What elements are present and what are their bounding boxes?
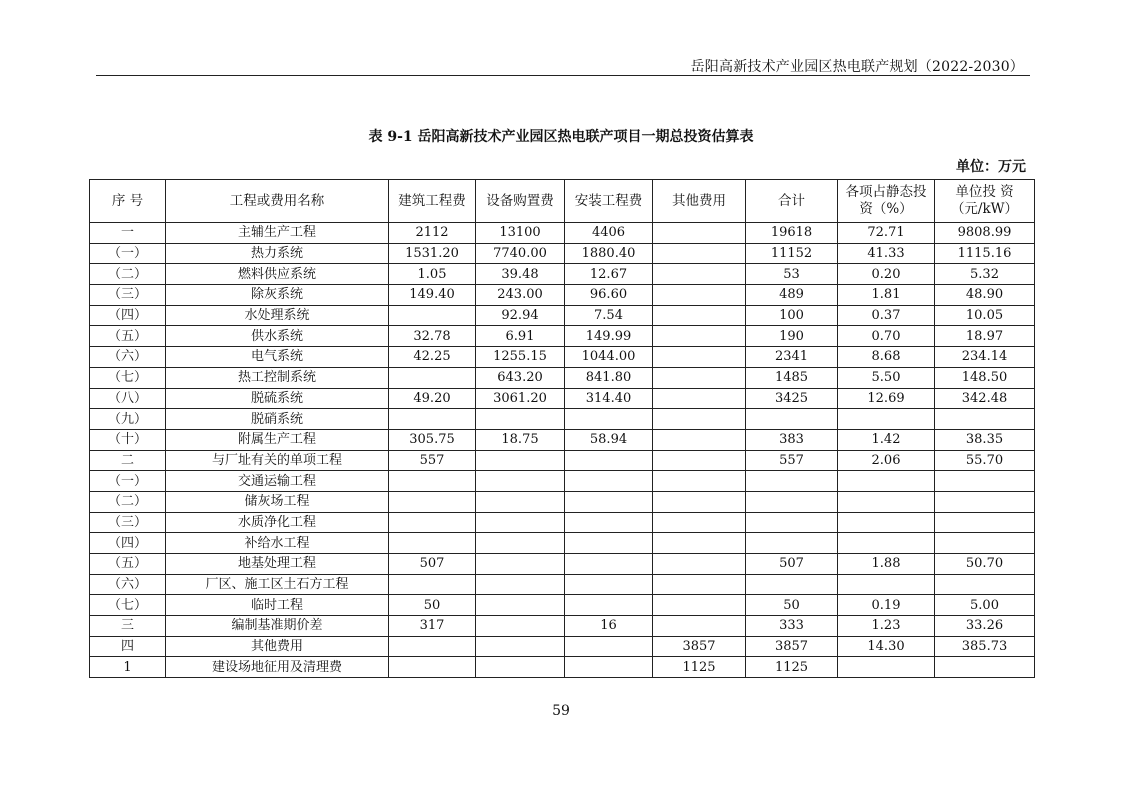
other-cost-cell <box>653 471 746 492</box>
other-cost-cell <box>653 574 746 595</box>
col-header-unit-investment: 单位投 资（元/kW） <box>935 180 1035 223</box>
equipment-cost-cell: 7740.00 <box>476 243 565 264</box>
percent-cell: 1.23 <box>838 616 935 637</box>
percent-cell: 0.70 <box>838 326 935 347</box>
total-cell: 100 <box>746 305 838 326</box>
item-name-cell: 补给水工程 <box>166 533 389 554</box>
installation-cost-cell: 149.99 <box>565 326 653 347</box>
other-cost-cell <box>653 533 746 554</box>
installation-cost-cell <box>565 409 653 430</box>
construction-cost-cell <box>389 512 476 533</box>
row-index-cell: （二） <box>90 491 166 512</box>
percent-cell: 2.06 <box>838 450 935 471</box>
percent-cell <box>838 471 935 492</box>
row-index-cell: （二） <box>90 264 166 285</box>
construction-cost-cell: 1.05 <box>389 264 476 285</box>
item-name-cell: 储灰场工程 <box>166 491 389 512</box>
other-cost-cell <box>653 595 746 616</box>
item-name-cell: 临时工程 <box>166 595 389 616</box>
equipment-cost-cell <box>476 616 565 637</box>
installation-cost-cell <box>565 657 653 678</box>
construction-cost-cell <box>389 636 476 657</box>
installation-cost-cell: 58.94 <box>565 429 653 450</box>
total-cell: 1125 <box>746 657 838 678</box>
other-cost-cell <box>653 264 746 285</box>
percent-cell: 8.68 <box>838 347 935 368</box>
equipment-cost-cell: 13100 <box>476 223 565 244</box>
installation-cost-cell: 4406 <box>565 223 653 244</box>
construction-cost-cell: 149.40 <box>389 285 476 306</box>
item-name-cell: 水质净化工程 <box>166 512 389 533</box>
unit-investment-cell <box>935 491 1035 512</box>
installation-cost-cell: 96.60 <box>565 285 653 306</box>
unit-investment-cell: 55.70 <box>935 450 1035 471</box>
row-index-cell: （六） <box>90 347 166 368</box>
construction-cost-cell: 317 <box>389 616 476 637</box>
other-cost-cell <box>653 367 746 388</box>
installation-cost-cell: 12.67 <box>565 264 653 285</box>
other-cost-cell <box>653 326 746 347</box>
other-cost-cell <box>653 223 746 244</box>
construction-cost-cell: 1531.20 <box>389 243 476 264</box>
table-row <box>90 450 1035 471</box>
other-cost-cell <box>653 243 746 264</box>
construction-cost-cell: 305.75 <box>389 429 476 450</box>
item-name-cell: 编制基准期价差 <box>166 616 389 637</box>
unit-label: 单位：万元 <box>956 159 1026 175</box>
row-index-cell: 二 <box>90 450 166 471</box>
item-name-cell: 电气系统 <box>166 347 389 368</box>
total-cell <box>746 471 838 492</box>
other-cost-cell <box>653 305 746 326</box>
other-cost-cell <box>653 491 746 512</box>
installation-cost-cell <box>565 636 653 657</box>
item-name-cell: 建设场地征用及清理费 <box>166 657 389 678</box>
total-cell: 2341 <box>746 347 838 368</box>
equipment-cost-cell: 39.48 <box>476 264 565 285</box>
unit-investment-cell: 33.26 <box>935 616 1035 637</box>
equipment-cost-cell: 3061.20 <box>476 388 565 409</box>
table-row <box>90 285 1035 306</box>
total-cell: 3425 <box>746 388 838 409</box>
percent-cell: 1.88 <box>838 554 935 575</box>
installation-cost-cell: 16 <box>565 616 653 637</box>
table-row <box>90 554 1035 575</box>
equipment-cost-cell <box>476 450 565 471</box>
percent-cell <box>838 657 935 678</box>
row-index-cell: （三） <box>90 512 166 533</box>
construction-cost-cell: 32.78 <box>389 326 476 347</box>
other-cost-cell <box>653 616 746 637</box>
installation-cost-cell <box>565 574 653 595</box>
percent-cell <box>838 574 935 595</box>
table-row <box>90 243 1035 264</box>
percent-cell: 0.20 <box>838 264 935 285</box>
row-index-cell: （三） <box>90 285 166 306</box>
investment-estimate-table <box>89 179 1035 678</box>
item-name-cell: 附属生产工程 <box>166 429 389 450</box>
installation-cost-cell: 314.40 <box>565 388 653 409</box>
table-row <box>90 491 1035 512</box>
construction-cost-cell: 2112 <box>389 223 476 244</box>
unit-investment-cell <box>935 471 1035 492</box>
col-header-installation: 安装工程费 <box>565 180 653 223</box>
header-divider <box>96 75 1030 76</box>
item-name-cell: 热力系统 <box>166 243 389 264</box>
unit-investment-cell <box>935 533 1035 554</box>
unit-investment-cell: 1115.16 <box>935 243 1035 264</box>
row-index-cell: （六） <box>90 574 166 595</box>
installation-cost-cell <box>565 554 653 575</box>
other-cost-cell <box>653 429 746 450</box>
percent-cell: 12.69 <box>838 388 935 409</box>
row-index-cell: （八） <box>90 388 166 409</box>
col-header-index: 序 号 <box>90 180 166 223</box>
installation-cost-cell <box>565 512 653 533</box>
installation-cost-cell: 1044.00 <box>565 347 653 368</box>
table-title: 表 9-1 岳阳高新技术产业园区热电联产项目一期总投资估算表 <box>368 129 754 145</box>
unit-investment-cell: 50.70 <box>935 554 1035 575</box>
unit-investment-cell <box>935 574 1035 595</box>
other-cost-cell <box>653 450 746 471</box>
col-header-name: 工程或费用名称 <box>166 180 389 223</box>
table-row <box>90 636 1035 657</box>
total-cell <box>746 409 838 430</box>
total-cell: 383 <box>746 429 838 450</box>
row-index-cell: （七） <box>90 367 166 388</box>
table-row <box>90 471 1035 492</box>
row-index-cell: （十） <box>90 429 166 450</box>
row-index-cell: （四） <box>90 533 166 554</box>
row-index-cell: （九） <box>90 409 166 430</box>
other-cost-cell <box>653 285 746 306</box>
table-row <box>90 429 1035 450</box>
item-name-cell: 厂区、施工区土石方工程 <box>166 574 389 595</box>
equipment-cost-cell <box>476 491 565 512</box>
table-row <box>90 367 1035 388</box>
equipment-cost-cell: 6.91 <box>476 326 565 347</box>
equipment-cost-cell <box>476 409 565 430</box>
total-cell: 19618 <box>746 223 838 244</box>
table-row <box>90 595 1035 616</box>
unit-investment-cell <box>935 512 1035 533</box>
col-header-construction: 建筑工程费 <box>389 180 476 223</box>
percent-cell: 14.30 <box>838 636 935 657</box>
table-row <box>90 533 1035 554</box>
equipment-cost-cell <box>476 636 565 657</box>
col-header-equipment: 设备购置费 <box>476 180 565 223</box>
item-name-cell: 燃料供应系统 <box>166 264 389 285</box>
total-cell: 557 <box>746 450 838 471</box>
unit-investment-cell: 234.14 <box>935 347 1035 368</box>
unit-investment-cell: 342.48 <box>935 388 1035 409</box>
total-cell: 489 <box>746 285 838 306</box>
other-cost-cell: 3857 <box>653 636 746 657</box>
construction-cost-cell: 49.20 <box>389 388 476 409</box>
row-index-cell: （一） <box>90 243 166 264</box>
percent-cell <box>838 491 935 512</box>
construction-cost-cell <box>389 491 476 512</box>
item-name-cell: 脱硫系统 <box>166 388 389 409</box>
total-cell: 190 <box>746 326 838 347</box>
equipment-cost-cell: 92.94 <box>476 305 565 326</box>
percent-cell: 41.33 <box>838 243 935 264</box>
percent-cell <box>838 533 935 554</box>
total-cell <box>746 512 838 533</box>
equipment-cost-cell <box>476 512 565 533</box>
construction-cost-cell: 507 <box>389 554 476 575</box>
total-cell: 50 <box>746 595 838 616</box>
item-name-cell: 与厂址有关的单项工程 <box>166 450 389 471</box>
total-cell: 1485 <box>746 367 838 388</box>
equipment-cost-cell: 243.00 <box>476 285 565 306</box>
unit-investment-cell: 148.50 <box>935 367 1035 388</box>
unit-investment-cell: 5.32 <box>935 264 1035 285</box>
equipment-cost-cell <box>476 574 565 595</box>
installation-cost-cell: 841.80 <box>565 367 653 388</box>
table-row <box>90 388 1035 409</box>
percent-cell: 72.71 <box>838 223 935 244</box>
installation-cost-cell <box>565 533 653 554</box>
construction-cost-cell <box>389 657 476 678</box>
item-name-cell: 地基处理工程 <box>166 554 389 575</box>
row-index-cell: 三 <box>90 616 166 637</box>
construction-cost-cell <box>389 533 476 554</box>
construction-cost-cell: 50 <box>389 595 476 616</box>
construction-cost-cell <box>389 471 476 492</box>
total-cell: 3857 <box>746 636 838 657</box>
table-row <box>90 347 1035 368</box>
equipment-cost-cell <box>476 471 565 492</box>
total-cell <box>746 574 838 595</box>
other-cost-cell <box>653 409 746 430</box>
unit-investment-cell: 48.90 <box>935 285 1035 306</box>
table-body <box>90 223 1035 678</box>
table-row <box>90 657 1035 678</box>
total-cell: 53 <box>746 264 838 285</box>
installation-cost-cell <box>565 491 653 512</box>
percent-cell: 0.19 <box>838 595 935 616</box>
unit-investment-cell: 5.00 <box>935 595 1035 616</box>
equipment-cost-cell: 643.20 <box>476 367 565 388</box>
item-name-cell: 其他费用 <box>166 636 389 657</box>
item-name-cell: 脱硝系统 <box>166 409 389 430</box>
percent-cell: 1.42 <box>838 429 935 450</box>
unit-investment-cell: 10.05 <box>935 305 1035 326</box>
installation-cost-cell <box>565 595 653 616</box>
total-cell: 11152 <box>746 243 838 264</box>
other-cost-cell <box>653 347 746 368</box>
unit-investment-cell: 18.97 <box>935 326 1035 347</box>
table-row <box>90 223 1035 244</box>
equipment-cost-cell <box>476 554 565 575</box>
other-cost-cell <box>653 388 746 409</box>
equipment-cost-cell: 1255.15 <box>476 347 565 368</box>
item-name-cell: 供水系统 <box>166 326 389 347</box>
percent-cell <box>838 409 935 430</box>
table-row <box>90 264 1035 285</box>
total-cell <box>746 491 838 512</box>
col-header-percent: 各项占静态投资（%） <box>838 180 935 223</box>
row-index-cell: （七） <box>90 595 166 616</box>
table-row <box>90 409 1035 430</box>
construction-cost-cell <box>389 574 476 595</box>
table-row <box>90 305 1035 326</box>
item-name-cell: 交通运输工程 <box>166 471 389 492</box>
item-name-cell: 热工控制系统 <box>166 367 389 388</box>
table-header-row <box>90 180 1035 223</box>
installation-cost-cell <box>565 450 653 471</box>
other-cost-cell: 1125 <box>653 657 746 678</box>
construction-cost-cell: 557 <box>389 450 476 471</box>
installation-cost-cell: 7.54 <box>565 305 653 326</box>
unit-investment-cell <box>935 409 1035 430</box>
running-header: 岳阳高新技术产业园区热电联产规划（2022-2030） <box>690 59 1024 75</box>
row-index-cell: （一） <box>90 471 166 492</box>
other-cost-cell <box>653 512 746 533</box>
unit-investment-cell: 9808.99 <box>935 223 1035 244</box>
unit-investment-cell <box>935 657 1035 678</box>
construction-cost-cell: 42.25 <box>389 347 476 368</box>
equipment-cost-cell <box>476 595 565 616</box>
construction-cost-cell <box>389 409 476 430</box>
unit-investment-cell: 385.73 <box>935 636 1035 657</box>
col-header-other: 其他费用 <box>653 180 746 223</box>
row-index-cell: 1 <box>90 657 166 678</box>
installation-cost-cell <box>565 471 653 492</box>
item-name-cell: 除灰系统 <box>166 285 389 306</box>
percent-cell: 5.50 <box>838 367 935 388</box>
percent-cell: 1.81 <box>838 285 935 306</box>
col-header-total: 合计 <box>746 180 838 223</box>
table-row <box>90 512 1035 533</box>
item-name-cell: 主辅生产工程 <box>166 223 389 244</box>
installation-cost-cell: 1880.40 <box>565 243 653 264</box>
construction-cost-cell <box>389 305 476 326</box>
row-index-cell: 一 <box>90 223 166 244</box>
page-number: 59 <box>552 703 570 719</box>
table-row <box>90 574 1035 595</box>
equipment-cost-cell: 18.75 <box>476 429 565 450</box>
item-name-cell: 水处理系统 <box>166 305 389 326</box>
unit-investment-cell: 38.35 <box>935 429 1035 450</box>
total-cell <box>746 533 838 554</box>
total-cell: 333 <box>746 616 838 637</box>
row-index-cell: （五） <box>90 326 166 347</box>
other-cost-cell <box>653 554 746 575</box>
table-row <box>90 616 1035 637</box>
construction-cost-cell <box>389 367 476 388</box>
equipment-cost-cell <box>476 657 565 678</box>
table-row <box>90 326 1035 347</box>
row-index-cell: （五） <box>90 554 166 575</box>
percent-cell: 0.37 <box>838 305 935 326</box>
row-index-cell: 四 <box>90 636 166 657</box>
equipment-cost-cell <box>476 533 565 554</box>
percent-cell <box>838 512 935 533</box>
total-cell: 507 <box>746 554 838 575</box>
row-index-cell: （四） <box>90 305 166 326</box>
